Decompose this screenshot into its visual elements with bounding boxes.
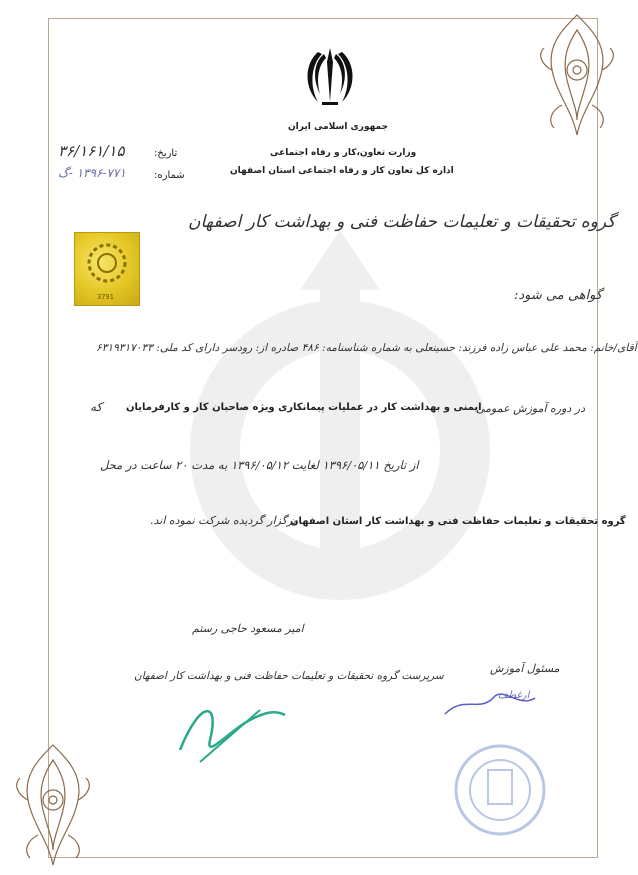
ornament-top-right-icon bbox=[532, 10, 622, 140]
date-value: ۳۶/۱۶۱/۱۵ bbox=[58, 142, 125, 160]
number-value: ۱۳۹۶-۷۷۱ -گ bbox=[58, 166, 126, 180]
ministry-title: وزارت تعاون،کار و رفاه اجتماعی bbox=[270, 148, 417, 158]
venue-suffix: برگزار گردیده شرکت نموده اند. bbox=[150, 514, 297, 527]
head-signatory-title: سرپرست گروه تحقیقات و تعلیمات حفاظت فنی و بهداشت کار اصفهان bbox=[134, 670, 444, 682]
issuer-heading: گروه تحقیقات و تعلیمات حفاظت فنی و بهداشت کار اصفهان bbox=[188, 212, 616, 232]
course-prefix: در دوره آموزش عمومی bbox=[476, 402, 586, 415]
head-signature-icon bbox=[170, 690, 290, 770]
training-officer-name: ارغطف bbox=[498, 690, 530, 701]
course-suffix: که bbox=[90, 400, 103, 414]
participant-line: آقای/خانم: محمد علی عباس زاده فرزند: حسینعلی به شماره شناسنامه: ۴۸۶ صادره از: رودسر دارای کد ملی: ۶۳۱۹۳۱۷۰۳۳ bbox=[96, 342, 637, 354]
dates-line: از تاریخ ۱۳۹۶/۰۵/۱۱ لغایت ۱۳۹۶/۰۵/۱۲ به مدت ۲۰ ساعت در محل bbox=[100, 458, 419, 472]
watermark-logo-icon bbox=[150, 210, 530, 630]
course-title: ایمنی و بهداشت کار در عملیات پیمانکاری ویژه صاحبان کار و کارفرمایان bbox=[126, 402, 482, 413]
iran-emblem-icon bbox=[300, 44, 360, 108]
hologram-gear-icon bbox=[75, 233, 139, 293]
official-stamp-icon bbox=[440, 740, 560, 840]
head-signatory-name: امیر مسعود حاجی رستم bbox=[192, 622, 304, 635]
training-signature-icon bbox=[440, 684, 540, 724]
country-title: جمهوری اسلامی ایران bbox=[288, 122, 389, 132]
training-officer-title: مسئول آموزش bbox=[490, 662, 560, 675]
number-label: شماره: bbox=[154, 170, 185, 181]
directorate-title: اداره کل تعاون کار و رفاه اجتماعی استان اصفهان bbox=[230, 166, 454, 176]
certify-heading: گواهی می شود: bbox=[514, 288, 603, 303]
ornament-bottom-left-icon bbox=[8, 740, 98, 870]
hologram-serial: 3791 bbox=[97, 293, 114, 301]
hologram-seal bbox=[74, 232, 140, 306]
date-label: تاریخ: bbox=[154, 148, 178, 159]
venue-name: گروه تحقیقات و تعلیمات حفاظت فنی و بهداشت کار استان اصفهان bbox=[290, 516, 626, 527]
